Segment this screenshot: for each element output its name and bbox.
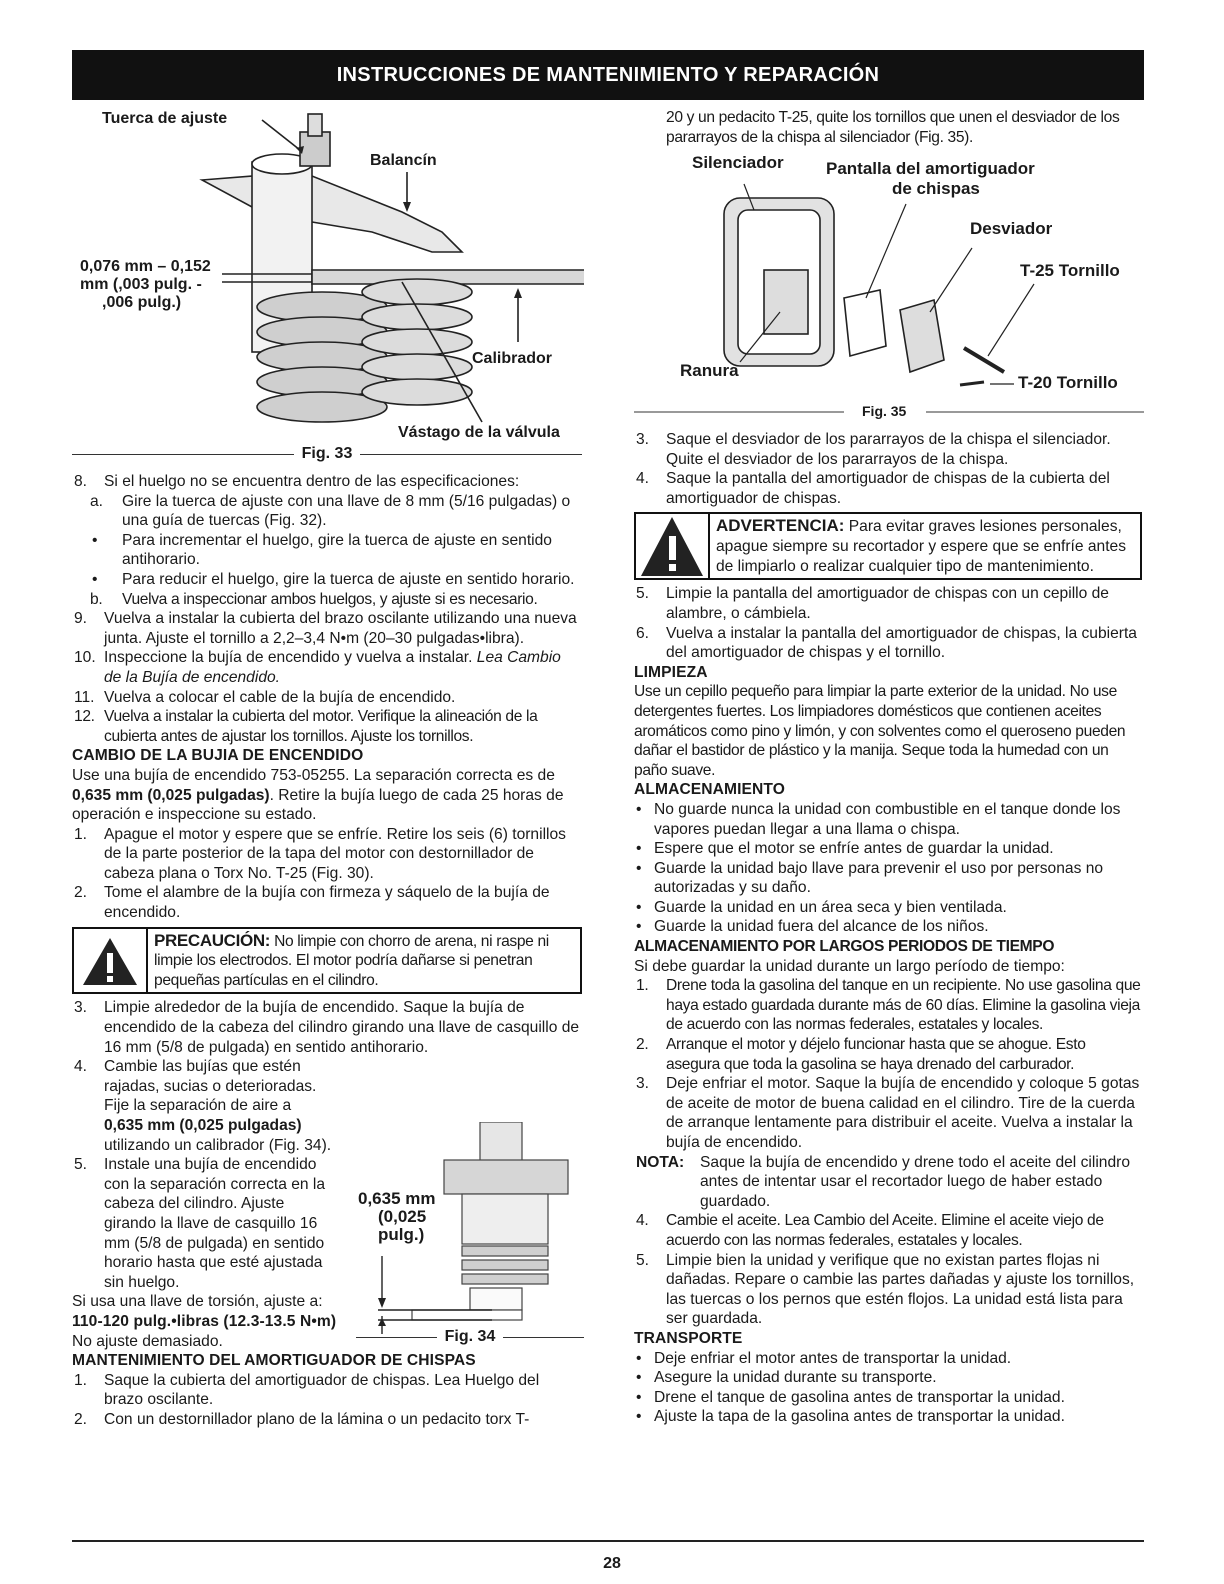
- list-item: [634, 469, 1142, 508]
- narrow-text-block: [72, 1057, 334, 1292]
- fig34-gap-2: (0,025: [378, 1207, 427, 1226]
- heading-largo-plazo: ALMACENAMIENTO POR LARGOS PERIODOS DE TIEMPO: [634, 938, 1055, 956]
- label-vastago: Vástago de la válvula: [398, 424, 560, 441]
- warning-text: Para evitar graves lesiones personales, apague siempre su recortador y espere que se enfríe antes de limpiarlo o realizar cualquier tipo de mantenimiento.: [716, 518, 1127, 575]
- list-item: [634, 976, 1142, 1035]
- label-t25: T-25 Tornillo: [1020, 261, 1120, 280]
- list-text: Inspeccione la bujía de encendido y vuelva a instalar.: [104, 649, 477, 667]
- list-item: [72, 1057, 334, 1155]
- list-text: Vuelva a instalar la cubierta del brazo oscilante utilizando una nueva junta. Ajuste el tornillo a 2,2–3,4 N•m (20–30 pulgadas•libra).: [104, 610, 577, 647]
- list-item: [634, 1388, 1142, 1408]
- list-text-italic: Lea Cambio de la Bujía de encendido.: [104, 649, 561, 686]
- heading-almacenamiento: ALMACENAMIENTO: [634, 781, 785, 799]
- heading-bujia: CAMBIO DE LA BUJIA DE ENCENDIDO: [72, 747, 364, 765]
- figure-35: [634, 150, 1144, 422]
- bullet: •: [92, 570, 98, 588]
- list-number: 5.: [636, 1251, 650, 1269]
- list-text: Guarde la unidad bajo llave para prevenir el uso por personas no autorizadas y su daño.: [654, 859, 1104, 897]
- bullet: •: [636, 859, 642, 877]
- right-continuation: [666, 108, 1144, 147]
- list-text: Vuelva a instalar la pantalla del amortiguador de chispas, la cubierta del amortiguador de chispas y el tornillo.: [666, 624, 1137, 662]
- warning-text-block: [710, 514, 1140, 578]
- bullet: •: [636, 840, 642, 858]
- caution-text-block: [148, 929, 580, 993]
- list-item: [634, 859, 1142, 898]
- bullet: •: [636, 1388, 642, 1406]
- caution-title: PRECAUCIÓN:: [154, 930, 271, 950]
- list-item: [72, 531, 582, 570]
- list-item: [72, 688, 582, 708]
- section-title: INSTRUCCIONES DE MANTENIMIENTO Y REPARACIÓN: [336, 63, 880, 86]
- paragraph-bujia: [72, 766, 582, 825]
- list-text: Saque la cubierta del amortiguador de chispas. Lea Huelgo del brazo oscilante.: [104, 1371, 540, 1409]
- list-number: 1.: [636, 977, 649, 995]
- warning-icon: [74, 929, 148, 993]
- torque-spec: 110-120 pulg.•libras (12.3-13.5 N•m): [72, 1312, 337, 1330]
- list-text: Saque el desviador de los pararrayos de la chispa el silenciador. Quite el desviador de los pararrayos de la chispa.: [666, 431, 1111, 468]
- label-gap-2: mm (,003 pulg. -: [80, 276, 202, 293]
- list-item: [634, 584, 1142, 623]
- list-text: Limpie la pantalla del amortiguador de chispas con un cepillo de alambre, o cámbiela.: [666, 585, 1109, 622]
- heading-limpieza: LIMPIEZA: [634, 663, 708, 681]
- list-text: Gire la tuerca de ajuste con una llave de 8 mm (5/16 pulgadas) o una guía de tuercas (Fig. 32).: [122, 492, 571, 530]
- fig34-gap-3: pulg.): [378, 1225, 425, 1244]
- list-number: 6.: [636, 624, 650, 642]
- list-number: 12.: [74, 708, 95, 726]
- paragraph-torsion: Si usa una llave de torsión, ajuste a:: [72, 1293, 323, 1311]
- list-text: No guarde nunca la unidad con combustible en el tanque donde los vapores puedan llegar a una llama o chispa.: [654, 800, 1121, 838]
- label-balancin: Balancín: [370, 152, 437, 169]
- list-number: 3.: [74, 999, 88, 1017]
- warning-icon: [636, 514, 710, 578]
- list-number: b.: [90, 590, 103, 608]
- text: . Retire la bujía luego de cada 25 horas de operación e inspeccione su estado.: [72, 786, 564, 824]
- list-item: [634, 1211, 1142, 1250]
- warning-title: ADVERTENCIA:: [716, 516, 845, 536]
- list-item: [634, 1349, 1142, 1369]
- label-silenciador: Silenciador: [692, 153, 784, 172]
- paragraph-largo-plazo: Si debe guardar la unidad durante un largo período de tiempo:: [634, 957, 1065, 975]
- list-number: 4.: [636, 470, 650, 488]
- list-item: [72, 1155, 334, 1292]
- list-text: Deje enfriar el motor antes de transportar la unidad.: [654, 1349, 1012, 1367]
- list-number: 4.: [636, 1212, 649, 1230]
- bullet: •: [636, 898, 642, 916]
- list-item: [634, 624, 1142, 663]
- list-text: Para incrementar el huelgo, gire la tuerca de ajuste en sentido antihorario.: [122, 531, 552, 569]
- text: Use una bujía de encendido 753-05255. La separación correcta es de: [72, 766, 555, 784]
- bullet: •: [92, 531, 98, 549]
- list-text: Cambie las bujías que estén rajadas, sucias o deterioradas. Fije la separación de aire a: [104, 1058, 317, 1115]
- list-text: Tome el alambre de la bujía con firmeza y sáquelo de la bujía de encendido.: [104, 884, 550, 922]
- list-item: [72, 998, 582, 1057]
- list-text: Con un destornillador plano de la lámina o un pedacito torx T-: [104, 1410, 530, 1428]
- label-t20: T-20 Tornillo: [1018, 373, 1118, 392]
- label-gap-3: ,006 pulg.): [102, 294, 182, 311]
- list-number: 5.: [636, 585, 650, 603]
- list-number: 11.: [74, 688, 95, 706]
- list-number: 2.: [636, 1036, 649, 1054]
- list-item: [634, 1074, 1142, 1152]
- list-number: 1.: [74, 825, 88, 843]
- list-text: Si el huelgo no se encuentra dentro de las especificaciones:: [104, 473, 520, 490]
- list-number: 9.: [74, 610, 88, 628]
- list-item: [72, 825, 582, 884]
- bullet: •: [636, 800, 642, 818]
- list-text: Apague el motor y espere que se enfríe. Retire los seis (6) tornillos de la parte posterior de la tapa del motor con destornillador de cabeza plana o Torx No. T-25 (Fig. 30).: [104, 825, 566, 882]
- label-pantalla-1: Pantalla del amortiguador: [826, 159, 1035, 178]
- heading-amortiguador: MANTENIMIENTO DEL AMORTIGUADOR DE CHISPAS: [72, 1352, 476, 1370]
- label-pantalla-2: de chispas: [892, 179, 980, 198]
- list-text: Drene toda la gasolina del tanque en un recipiente. No use gasolina que haya estado guardada durante más de 60 días. Elimine la gasolina vieja de acuerdo con las normas federales, estatales y locales.: [666, 977, 1141, 1034]
- list-text: Deje enfriar el motor. Saque la bujía de encendido y coloque 5 gotas de aceite de motor de buena calidad en el cilindro. Tire de la cuerda de arranque lentamente para distribuir el aceite. Vuelva a instalar la bujía de encendido.: [666, 1075, 1140, 1151]
- right-column: [634, 430, 1142, 1427]
- list-item: [634, 800, 1142, 839]
- list-item: [72, 570, 582, 590]
- continuation-text: 20 y un pedacito T-25, quite los tornillos que unen el desviador de los pararrayos de la chispa al silenciador (Fig. 35).: [666, 109, 1120, 146]
- figure-34: [352, 1122, 584, 1352]
- figure-33: [72, 102, 584, 472]
- list-item: [634, 1407, 1142, 1427]
- fig-33-caption: [72, 445, 582, 463]
- list-number: 10.: [74, 649, 96, 667]
- label-calibrador: Calibrador: [472, 350, 553, 367]
- heading-transporte: TRANSPORTE: [634, 1329, 743, 1347]
- text-bold: 0,635 mm (0,025 pulgadas): [72, 786, 270, 804]
- list-item: [72, 1371, 582, 1410]
- fig-33-caption-text: Fig. 33: [301, 445, 353, 462]
- list-item: [72, 883, 582, 922]
- list-number: 2.: [74, 1410, 88, 1428]
- list-item: [634, 839, 1142, 859]
- list-number: 2.: [74, 884, 88, 902]
- list-text: Saque la pantalla del amortiguador de chispas de la cubierta del amortiguador de chispas.: [666, 470, 1110, 507]
- list-item: [634, 1251, 1142, 1329]
- list-text: Vuelva a instalar la cubierta del motor. Verifique la alineación de la cubierta antes de ajustar los tornillos. Ajuste los tornillos.: [104, 708, 538, 745]
- list-text: Limpie alrededor de la bujía de encendido. Saque la bujía de encendido de la cabeza del cilindro girando una llave de casquillo de 16 mm (5/8 de pulgada) en sentido antihorario.: [104, 999, 580, 1056]
- caution-box: [72, 927, 582, 995]
- list-text: Limpie bien la unidad y verifique que no existan partes flojas ni dañadas. Repare o cambie las partes dañadas y ajuste los tornillos, las tuercas o los pernos que estén flojos. La unidad está lista para ser guardada.: [666, 1251, 1135, 1328]
- list-text: Espere que el motor se enfríe antes de guardar la unidad.: [654, 840, 1054, 858]
- label-ranura: Ranura: [680, 361, 739, 380]
- list-number: a.: [90, 492, 104, 510]
- text-bold: 0,635 mm (0,025 pulgadas): [104, 1117, 302, 1134]
- note-item: [634, 1153, 1142, 1212]
- list-item: [72, 1410, 582, 1430]
- footer-rule: [72, 1540, 1144, 1542]
- list-item: [634, 1368, 1142, 1388]
- fig-35-caption: Fig. 35: [862, 403, 907, 419]
- fig-34-caption-text: Fig. 34: [444, 1328, 496, 1345]
- list-number: 3.: [636, 431, 650, 448]
- list-number: 4.: [74, 1058, 88, 1076]
- list-text: Guarde la unidad fuera del alcance de los niños.: [654, 918, 989, 936]
- list-item: [72, 590, 582, 610]
- label-gap-1: 0,076 mm – 0,152: [80, 258, 211, 275]
- list-number: 5.: [74, 1156, 88, 1174]
- list-number: 8.: [74, 473, 88, 490]
- list-text: Asegure la unidad durante su transporte.: [654, 1369, 937, 1387]
- list-item: [634, 917, 1142, 937]
- bullet: •: [636, 1369, 642, 1387]
- list-item: [634, 430, 1142, 469]
- page-number: 28: [603, 1555, 621, 1572]
- list-item: [634, 1035, 1142, 1074]
- list-number: 3.: [636, 1075, 650, 1093]
- list-text: utilizando un calibrador (Fig. 34).: [104, 1136, 332, 1154]
- bullet: •: [636, 1408, 642, 1426]
- list-item: [72, 472, 582, 492]
- caution-text: No limpie con chorro de arena, ni raspe ni limpie los electrodos. El motor podría dañarse si penetran pequeñas partículas en el cilindro.: [154, 932, 549, 989]
- label-desviador: Desviador: [970, 219, 1053, 238]
- warning-box: [634, 512, 1142, 580]
- fig34-gap-1: 0,635 mm: [358, 1189, 436, 1208]
- bullet: •: [636, 1349, 642, 1367]
- list-item: [72, 609, 582, 648]
- list-item: [72, 648, 582, 687]
- paragraph-no-ajuste: No ajuste demasiado.: [72, 1332, 223, 1350]
- list-number: 1.: [74, 1371, 88, 1389]
- list-text: Arranque el motor y déjelo funcionar hasta que se ahogue. Esto asegura que toda la gasolina se haya drenado del carburador.: [666, 1036, 1086, 1073]
- list-text: Vuelva a inspeccionar ambos huelgos, y ajuste si es necesario.: [122, 590, 538, 608]
- list-text: Para reducir el huelgo, gire la tuerca de ajuste en sentido horario.: [122, 570, 575, 588]
- list-item: [72, 707, 582, 746]
- list-text: Guarde la unidad en un área seca y bien ventilada.: [654, 898, 1007, 916]
- list-text: Ajuste la tapa de la gasolina antes de transportar la unidad.: [654, 1408, 1065, 1426]
- bullet: •: [636, 918, 642, 936]
- fig-34-caption: [356, 1328, 584, 1346]
- list-text: Vuelva a colocar el cable de la bujía de encendido.: [104, 688, 456, 706]
- note-text: Saque la bujía de encendido y drene todo el aceite del cilindro antes de intentar usar el recortador luego de haber estado guardado.: [700, 1153, 1131, 1210]
- list-text: Drene el tanque de gasolina antes de transportar la unidad.: [654, 1388, 1065, 1406]
- list-text: Cambie el aceite. Lea Cambio del Aceite. Elimine el aceite viejo de acuerdo con las normas federales, estatales y locales.: [666, 1212, 1104, 1249]
- list-text: Instale una bujía de encendido con la separación correcta en la cabeza del cilindro. Ajuste girando la llave de casquillo 16 mm (5/8 de pulgada) en sentido horario hasta que esté ajustada sin huelgo.: [104, 1156, 326, 1291]
- list-item: [72, 492, 582, 531]
- note-label: NOTA:: [636, 1153, 685, 1171]
- paragraph-limpieza: Use un cepillo pequeño para limpiar la parte exterior de la unidad. No use detergentes fuertes. Los limpiadores domésticos que contienen aceites aromáticos como pino y limón, y con solventes como el queroseno pueden dañar el bastidor de plástico y la manija. Seque toda la humedad con un paño suave.: [634, 683, 1126, 779]
- list-item: [634, 898, 1142, 918]
- section-header: [72, 50, 1144, 100]
- label-tuerca-de-ajuste: Tuerca de ajuste: [102, 110, 228, 127]
